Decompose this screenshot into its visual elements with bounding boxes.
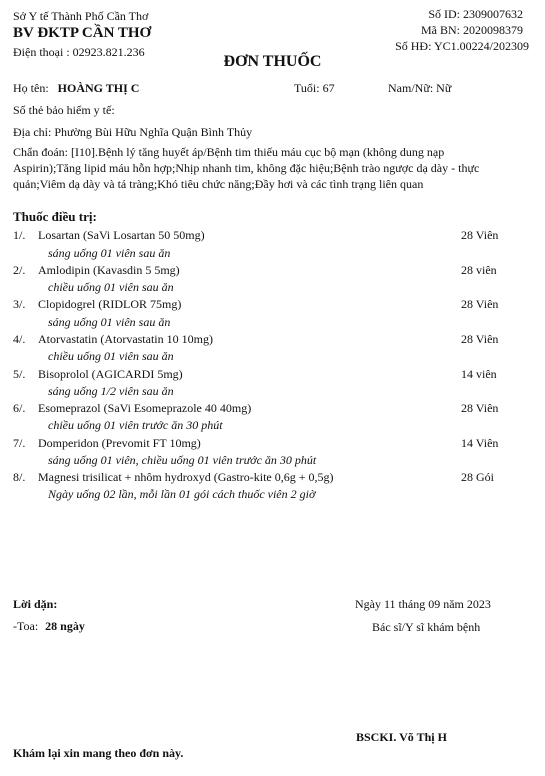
page-title: ĐƠN THUỐC xyxy=(223,53,322,70)
patient-code: Mã BN: 2020098379 xyxy=(421,23,523,37)
medication-number: 2/. xyxy=(13,263,26,277)
treatment-heading: Thuốc điều trị: xyxy=(13,209,97,224)
medication-instruction: sáng uống 01 viên sau ăn xyxy=(48,246,171,260)
medication-name: Bisoprolol (AGICARDI 5mg) xyxy=(38,367,183,381)
medication-quantity: 28 Gói xyxy=(461,470,494,484)
patient-name-row xyxy=(13,81,139,96)
prescription-days: 28 ngày xyxy=(45,619,85,633)
patient-age: Tuổi: 67 xyxy=(294,81,335,95)
doctor-name: BSCKI. Võ Thị H xyxy=(356,730,447,744)
medication-number: 8/. xyxy=(13,470,26,484)
document-id: Số ID: 2309007632 xyxy=(428,7,523,21)
medication-instruction: sáng uống 01 viên sau ăn xyxy=(48,315,171,329)
insurance-card: Số thẻ bảo hiểm y tế: xyxy=(13,103,115,117)
medication-quantity: 28 viên xyxy=(461,263,497,277)
medication-name: Domperidon (Prevomit FT 10mg) xyxy=(38,436,201,450)
patient-address: Địa chỉ: Phường Bùi Hữu Nghĩa Quận Bình Thủy xyxy=(13,125,253,139)
medication-instruction: chiều uống 01 viên sau ăn xyxy=(48,280,174,294)
medication-name: Atorvastatin (Atorvastatin 10 10mg) xyxy=(38,332,213,346)
medication-number: 1/. xyxy=(13,228,26,242)
medication-quantity: 28 Viên xyxy=(461,228,499,242)
medication-name: Amlodipin (Kavasdin 5 5mg) xyxy=(38,263,180,277)
hospital-name: BV ĐKTP CẦN THƠ xyxy=(13,25,152,41)
medication-name: Losartan (SaVi Losartan 50 50mg) xyxy=(38,228,205,242)
hospital-phone: Điện thoại : 02923.821.236 xyxy=(13,45,145,59)
patient-name-label: Họ tên: xyxy=(13,81,49,95)
follow-up-note: Khám lại xin mang theo đơn này. xyxy=(13,746,184,760)
medication-quantity: 14 viên xyxy=(461,367,497,381)
medication-number: 3/. xyxy=(13,297,26,311)
medication-name: Esomeprazol (SaVi Esomeprazole 40 40mg) xyxy=(38,401,252,415)
medication-number: 5/. xyxy=(13,367,26,381)
medication-instruction: Ngày uống 02 lần, mỗi lần 01 gói cách thuốc viên 2 giờ xyxy=(48,487,316,501)
medication-quantity: 14 Viên xyxy=(461,436,499,450)
medication-number: 7/. xyxy=(13,436,26,450)
prescription-date: Ngày 11 tháng 09 năm 2023 xyxy=(355,597,491,611)
prescription-duration-row xyxy=(13,619,85,634)
patient-name: HOÀNG THỊ C xyxy=(57,81,140,95)
medication-quantity: 28 Viên xyxy=(461,297,499,311)
diagnosis-line-3: quản;Viêm dạ dày và tá tràng;Khó tiêu chức năng;Đầy hơi và các tình trạng liên quan xyxy=(13,177,424,191)
department-name: Sở Y tế Thành Phố Cần Thơ xyxy=(13,9,149,23)
medication-number: 6/. xyxy=(13,401,26,415)
medication-instruction: chiều uống 01 viên trước ăn 30 phút xyxy=(48,418,223,432)
advice-label: Lời dặn: xyxy=(13,597,58,611)
signer-title: Bác sĩ/Y sĩ khám bệnh xyxy=(372,620,481,634)
medication-name: Clopidogrel (RIDLOR 75mg) xyxy=(38,297,182,311)
medication-instruction: chiều uống 01 viên sau ăn xyxy=(48,349,174,363)
medication-quantity: 28 Viên xyxy=(461,401,499,415)
patient-gender: Nam/Nữ: Nữ xyxy=(388,81,452,95)
prescription-label: -Toa: xyxy=(13,619,39,633)
diagnosis-line-1: Chẩn đoán: [I10].Bệnh lý tăng huyết áp/Bệnh tim thiếu máu cục bộ mạn (không dung nạp xyxy=(13,145,445,159)
medication-number: 4/. xyxy=(13,332,26,346)
medication-name: Magnesi trisilicat + nhôm hydroxyd (Gastro-kite 0,6g + 0,5g) xyxy=(38,470,334,484)
diagnosis-line-2: Aspirin);Tăng lipid máu hỗn hợp;Nhịp nhanh tim, không đặc hiệu;Bệnh trào ngược dạ dày - thực xyxy=(13,161,480,175)
medication-instruction: sáng uống 1/2 viên sau ăn xyxy=(48,384,174,398)
medication-quantity: 28 Viên xyxy=(461,332,499,346)
medication-instruction: sáng uống 01 viên, chiều uống 01 viên trước ăn 30 phút xyxy=(48,453,317,467)
invoice-number: Số HĐ: YC1.00224/202309 xyxy=(395,39,529,53)
